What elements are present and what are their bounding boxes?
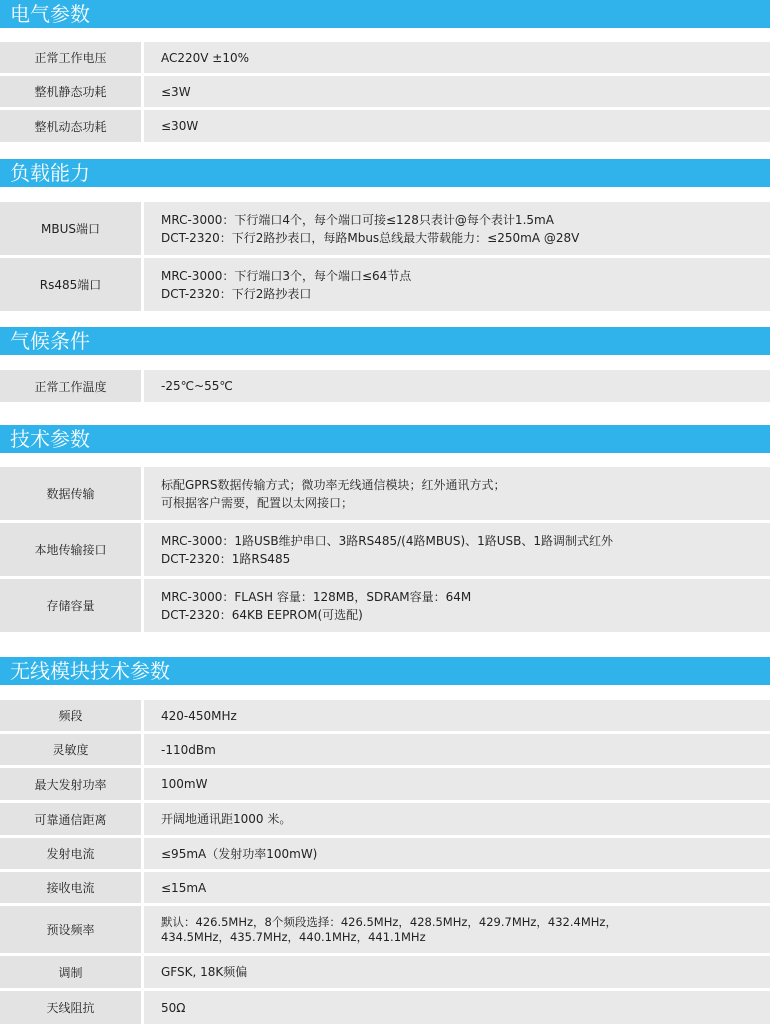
table-row	[0, 991, 770, 1024]
table-row	[0, 700, 770, 731]
section-electrical	[0, 0, 770, 28]
table-row	[0, 523, 770, 576]
table-row	[0, 202, 770, 255]
row-value: ≤15mA	[144, 872, 770, 903]
row-value: 420-450MHz	[144, 700, 770, 731]
table-row	[0, 734, 770, 765]
table-row	[0, 768, 770, 800]
row-label: 预设频率	[0, 906, 141, 953]
table-row	[0, 906, 770, 953]
row-label: 灵敏度	[0, 734, 141, 765]
row-value: MRC-3000：FLASH 容量：128MB，SDRAM容量：64M DCT-2320：64KB EEPROM(可选配)	[144, 579, 770, 632]
table-row	[0, 76, 770, 107]
row-label: 调制	[0, 956, 141, 988]
section-title: 气候条件	[0, 327, 770, 355]
section-wireless	[0, 657, 770, 685]
row-label: 正常工作温度	[0, 370, 141, 402]
row-label: 最大发射功率	[0, 768, 141, 800]
section-title: 负载能力	[0, 159, 770, 187]
row-label: MBUS端口	[0, 202, 141, 255]
row-label: 整机静态功耗	[0, 76, 141, 107]
row-value: 默认：426.5MHz，8个频段选择：426.5MHz，428.5MHz，429.7MHz，432.4MHz， 434.5MHz，435.7MHz，440.1MHz，441.1MHz	[144, 906, 770, 953]
row-value: ≤3W	[144, 76, 770, 107]
row-label: 正常工作电压	[0, 42, 141, 73]
row-value: AC220V ±10%	[144, 42, 770, 73]
section-technical	[0, 425, 770, 453]
table-row	[0, 579, 770, 632]
table-row	[0, 956, 770, 988]
section-title: 技术参数	[0, 425, 770, 453]
row-value: MRC-3000：1路USB维护串口、3路RS485/(4路MBUS)、1路USB、1路调制式红外 DCT-2320：1路RS485	[144, 523, 770, 576]
row-value: ≤95mA（发射功率100mW)	[144, 838, 770, 869]
row-label: 存储容量	[0, 579, 141, 632]
row-label: 接收电流	[0, 872, 141, 903]
row-value: -25℃~55℃	[144, 370, 770, 402]
row-value: GFSK, 18K频偏	[144, 956, 770, 988]
row-label: 本地传输接口	[0, 523, 141, 576]
section-title: 电气参数	[0, 0, 770, 28]
row-label: 可靠通信距离	[0, 803, 141, 835]
table-row	[0, 42, 770, 73]
row-value: 50Ω	[144, 991, 770, 1024]
table-row	[0, 110, 770, 142]
row-label: 频段	[0, 700, 141, 731]
row-label: 天线阻抗	[0, 991, 141, 1024]
table-row	[0, 803, 770, 835]
row-label: 整机动态功耗	[0, 110, 141, 142]
table-row	[0, 838, 770, 869]
row-value: MRC-3000：下行端口3个，每个端口≤64节点 DCT-2320：下行2路抄表口	[144, 258, 770, 311]
table-row	[0, 872, 770, 903]
row-value: ≤30W	[144, 110, 770, 142]
table-row	[0, 258, 770, 311]
section-title: 无线模块技术参数	[0, 657, 770, 685]
row-label: 发射电流	[0, 838, 141, 869]
section-load	[0, 159, 770, 187]
table-row	[0, 467, 770, 520]
row-value: 100mW	[144, 768, 770, 800]
row-value: -110dBm	[144, 734, 770, 765]
row-value: 标配GPRS数据传输方式；微功率无线通信模块；红外通讯方式； 可根据客户需要，配置以太网接口；	[144, 467, 770, 520]
section-climate	[0, 327, 770, 355]
row-label: Rs485端口	[0, 258, 141, 311]
table-row	[0, 370, 770, 402]
row-value: 开阔地通讯距1000 米。	[144, 803, 770, 835]
row-label: 数据传输	[0, 467, 141, 520]
row-value: MRC-3000：下行端口4个，每个端口可接≤128只表计@每个表计1.5mA DCT-2320：下行2路抄表口，每路Mbus总线最大带载能力：≤250mA @28V	[144, 202, 770, 255]
